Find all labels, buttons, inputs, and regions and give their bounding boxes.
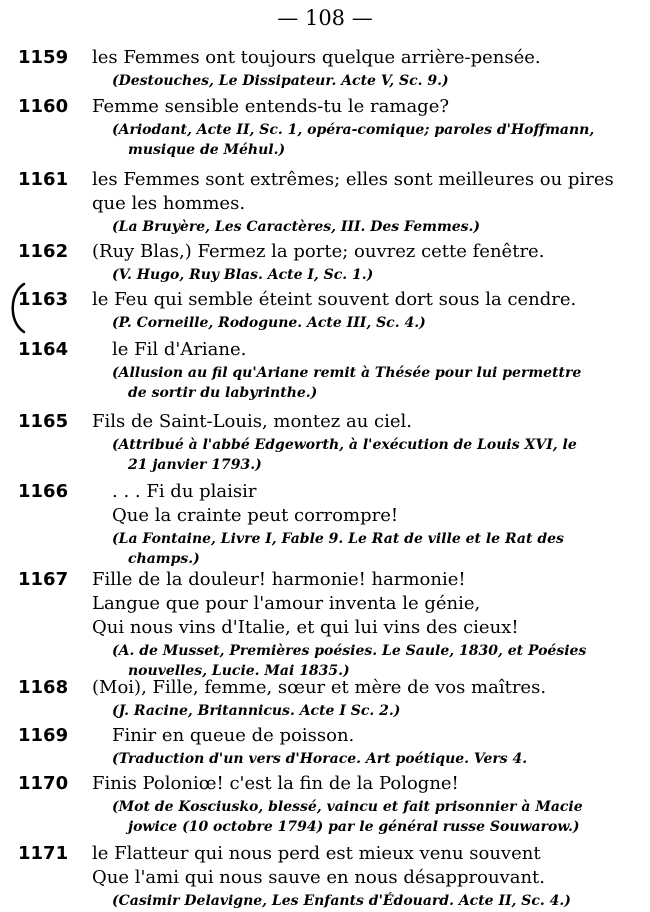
entry-number: 1167	[18, 569, 69, 590]
quotation	[92, 240, 634, 264]
source-citation	[112, 265, 632, 285]
entry-number: 1166	[18, 481, 69, 502]
source-line: (P. Corneille, Rodogune. Acte III, Sc. 4.)	[112, 315, 426, 331]
entry-number: 1170	[18, 773, 69, 794]
entry-number: 1159	[18, 47, 69, 68]
entry-number: 1168	[18, 677, 69, 698]
entry-number: 1163	[18, 289, 69, 310]
source-line: de sortir du labyrinthe.)	[128, 385, 318, 401]
entry-number: 1165	[18, 411, 69, 432]
source-line: (V. Hugo, Ruy Blas. Acte I, Sc. 1.)	[112, 267, 374, 283]
entry-number: 1171	[18, 843, 69, 864]
quotation	[92, 676, 634, 700]
page-number: — 108 —	[277, 6, 373, 30]
source-line: (Casimir Delavigne, Les Enfants d'Édouard. Acte II, Sc. 4.)	[112, 893, 571, 909]
quotation	[92, 288, 634, 312]
quotation	[92, 568, 634, 640]
source-line: nouvelles, Lucie. Mai 1835.)	[128, 663, 350, 679]
source-line: 21 janvier 1793.)	[128, 457, 262, 473]
entry-number: 1164	[18, 339, 69, 360]
quotation-line: (Moi), Fille, femme, sœur et mère de vos maîtres.	[92, 677, 547, 698]
source-citation	[112, 120, 632, 160]
quotation-line: Finis Poloniœ! c'est la fin de la Pologne!	[92, 773, 459, 794]
source-line: jowice (10 octobre 1794) par le général russe Souwarow.)	[128, 819, 580, 835]
source-line: (Destouches, Le Dissipateur. Acte V, Sc. 9.)	[112, 73, 449, 89]
quotation-line: le Flatteur qui nous perd est mieux venu souvent	[92, 843, 541, 864]
entry-number: 1169	[18, 725, 69, 746]
quotation	[92, 95, 634, 119]
quotation	[112, 724, 634, 748]
source-line: (J. Racine, Britannicus. Acte I Sc. 2.)	[112, 703, 401, 719]
quotation-line: Que la crainte peut corrompre!	[112, 505, 399, 526]
quotation	[112, 480, 634, 528]
source-line: (Ariodant, Acte II, Sc. 1, opéra-comique; paroles d'Hoffmann,	[112, 122, 595, 138]
quotation	[92, 168, 634, 216]
source-citation	[112, 701, 632, 721]
quotation-line: . . . Fi du plaisir	[112, 481, 257, 502]
source-citation	[112, 435, 632, 475]
quotation-line: Femme sensible entends-tu le ramage?	[92, 96, 450, 117]
quotation-line: les Femmes sont extrêmes; elles sont meilleures ou pires	[92, 169, 614, 190]
source-citation	[112, 797, 632, 837]
source-citation	[112, 363, 632, 403]
source-citation	[112, 891, 632, 911]
quotation-line: Finir en queue de poisson.	[112, 725, 355, 746]
source-citation	[112, 217, 632, 237]
quotation	[92, 46, 634, 70]
source-citation	[112, 313, 632, 333]
source-line: musique de Méhul.)	[128, 142, 286, 158]
entry-number: 1162	[18, 241, 69, 262]
quotation-line: (Ruy Blas,) Fermez la porte; ouvrez cette fenêtre.	[92, 241, 545, 262]
source-line: (La Fontaine, Livre I, Fable 9. Le Rat de ville et le Rat des	[112, 531, 564, 547]
quotation-line: les Femmes ont toujours quelque arrière-pensée.	[92, 47, 541, 68]
source-line: champs.)	[128, 551, 200, 567]
quotation-line: Fils de Saint-Louis, montez au ciel.	[92, 411, 413, 432]
quotation-line: Fille de la douleur! harmonie! harmonie!	[92, 569, 466, 590]
source-line: (Allusion au fil qu'Ariane remit à Thésée pour lui permettre	[112, 365, 582, 381]
source-line: (Mot de Kosciusko, blessé, vaincu et fait prisonnier à Macie	[112, 799, 583, 815]
entry-number: 1161	[18, 169, 69, 190]
entry-number: 1160	[18, 96, 69, 117]
quotation	[92, 772, 634, 796]
quotation-line: Langue que pour l'amour inventa le génie,	[92, 593, 481, 614]
quotation-line: Que l'ami qui nous sauve en nous désapprouvant.	[92, 867, 546, 888]
quotation-line: que les hommes.	[92, 193, 246, 214]
source-citation	[112, 71, 632, 91]
quotation-line: le Fil d'Ariane.	[112, 339, 247, 360]
source-line: (Traduction d'un vers d'Horace. Art poétique. Vers 4.	[112, 751, 528, 767]
quotation	[112, 338, 634, 362]
quotation-line: le Feu qui semble éteint souvent dort sous la cendre.	[92, 289, 577, 310]
quotation	[92, 842, 634, 890]
source-citation	[112, 749, 632, 769]
quotation-line: Qui nous vins d'Italie, et qui lui vins des cieux!	[92, 617, 519, 638]
source-citation	[112, 529, 632, 569]
source-line: (A. de Musset, Premières poésies. Le Saule, 1830, et Poésies	[112, 643, 587, 659]
source-citation	[112, 641, 632, 681]
quotation	[92, 410, 634, 434]
source-line: (Attribué à l'abbé Edgeworth, à l'exécution de Louis XVI, le	[112, 437, 577, 453]
source-line: (La Bruyère, Les Caractères, III. Des Femmes.)	[112, 219, 481, 235]
